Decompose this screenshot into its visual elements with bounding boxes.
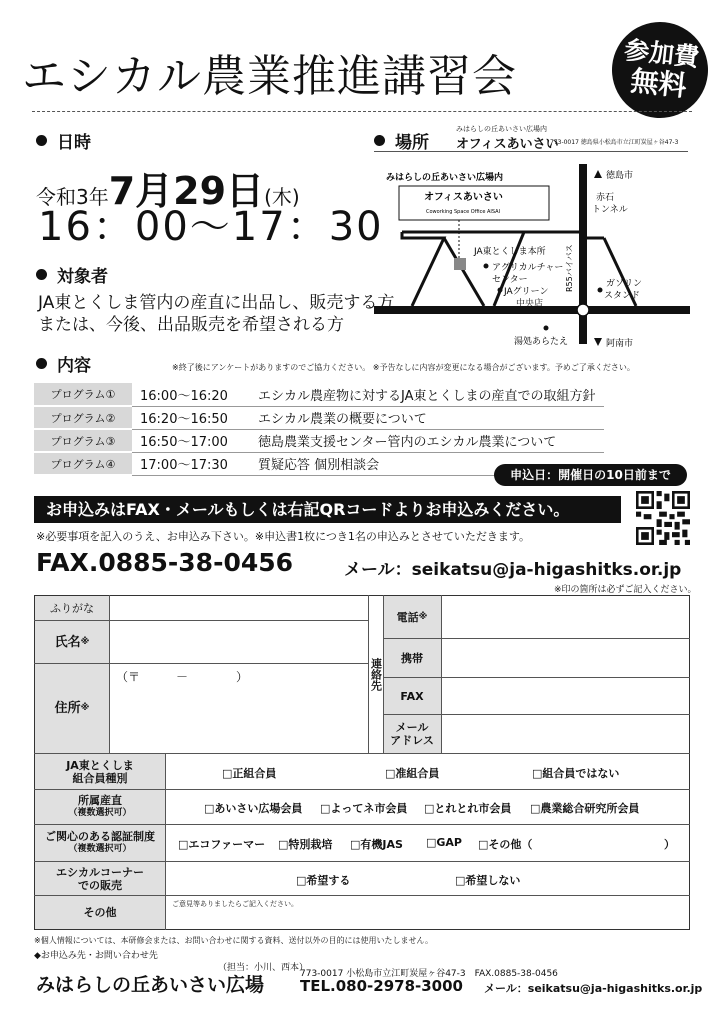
- mail-address: メール：seikatsu@ja-higashitks.or.jp: [344, 560, 682, 580]
- map-green-2: 中央店: [516, 299, 544, 309]
- program-label: プログラム③: [34, 429, 132, 452]
- place-heading: 場所: [374, 128, 429, 153]
- event-date: 令和3年7月29日(木): [36, 169, 300, 213]
- name-input[interactable]: [110, 621, 368, 663]
- fax-input[interactable]: [442, 678, 690, 714]
- contact-heading: ◆お申込み先・お問い合わせ先: [34, 951, 158, 961]
- fax-label: FAX: [400, 689, 424, 703]
- fax-number: FAX.0885-38-0456: [36, 548, 294, 577]
- target-text: JA東とくしま管内の産直に出品し、販売する方または、今後、出品販売を希望される方: [38, 293, 395, 335]
- corner-option-no[interactable]: □希望しない: [455, 874, 521, 887]
- privacy-note: ※個人情報については、本研修会または、お問い合わせに関する資料、送付以外の目的には使用いたしません。: [34, 936, 434, 945]
- apply-banner: お申込みはFAX・メールもしくは右記QRコードよりお申込みください。: [34, 496, 621, 523]
- program-title: エシカル農産物に対するJA東とくしまの産直での取組方針: [250, 383, 604, 406]
- map-akaishi-1: 赤石: [596, 193, 615, 203]
- mobile-label: 携帯: [401, 651, 423, 665]
- road-left: [402, 232, 444, 306]
- org-name: みはらしの丘あいさい広場: [36, 974, 265, 996]
- date-heading: 日時: [36, 128, 91, 153]
- store-option-toretore[interactable]: □とれとれ市会員: [424, 802, 512, 815]
- program-time: 16:50〜17:00: [132, 429, 250, 452]
- store-label: 所属産直 （複数選択可）: [68, 794, 132, 818]
- cert-label: ご関心のある認証制度 （複数選択可）: [45, 830, 155, 854]
- program-title: 質疑応答 個別相談会: [250, 452, 604, 475]
- target-heading: 対象者: [36, 262, 108, 287]
- cert-option-eco[interactable]: □エコファーマー: [178, 838, 266, 851]
- badge-line2: 無料: [629, 64, 689, 103]
- org-mail: メール：seikatsu@ja-higashitks.or.jp: [484, 982, 703, 995]
- program-label: プログラム④: [34, 452, 132, 475]
- free-badge: [607, 17, 713, 123]
- org-tel: TEL.080-2978-3000: [300, 977, 463, 995]
- other-label: その他: [83, 906, 117, 919]
- map-building-label: オフィスあいさい: [424, 192, 503, 203]
- grid-line: [165, 753, 166, 930]
- apply-note: ※必要事項を記入のうえ、お申込み下さい。※申込書1枚につき1名の申込みとさせていただきます。: [36, 530, 530, 543]
- qr-code-icon[interactable]: [636, 491, 690, 545]
- place-underline: [374, 151, 688, 152]
- org-address: 773-0017 小松島市立江町炭屋ヶ谷47-3 FAX.0885-38-0456: [300, 969, 558, 979]
- cert-option-close: ）: [664, 838, 675, 851]
- map-agri-1: アグリカルチャー: [492, 263, 564, 273]
- cert-option-gap[interactable]: □GAP: [426, 836, 462, 849]
- program-table: [34, 383, 604, 476]
- corner-option-yes[interactable]: □希望する: [296, 874, 351, 887]
- furigana-label: ふりがな: [50, 601, 94, 615]
- south-arrow-icon: [594, 338, 602, 346]
- contact-charge: （担当：小川、西本）: [218, 963, 309, 973]
- contact-label: 連絡先: [369, 658, 383, 691]
- building-marker: [454, 258, 466, 270]
- map-gas-2: スタンド: [604, 291, 641, 301]
- poi-dot: [498, 288, 503, 293]
- north-arrow-icon: [594, 170, 602, 178]
- poi-dot: [544, 326, 549, 331]
- program-time: 17:00〜17:30: [132, 452, 250, 475]
- program-row: [34, 429, 604, 452]
- bullet-icon: [36, 269, 47, 280]
- corner-label: エシカルコーナー での販売: [56, 865, 144, 892]
- other-input[interactable]: [166, 909, 690, 929]
- map-building-sub: Coworking Space Office AISAI: [426, 209, 501, 215]
- divider: [32, 111, 692, 112]
- poi-dot: [484, 264, 489, 269]
- member-option-none[interactable]: □組合員ではない: [532, 767, 620, 780]
- furigana-input[interactable]: [110, 596, 368, 620]
- event-time: 16：00〜17：30: [38, 204, 384, 250]
- map-green-1: JAグリーン: [504, 287, 549, 297]
- cert-option-special[interactable]: □特別栽培: [278, 838, 333, 851]
- other-hint: ご意見等ありましたらご記入ください。: [172, 900, 298, 908]
- mail-label: メール アドレス: [390, 721, 434, 747]
- cert-option-jas[interactable]: □有機JAS: [350, 838, 403, 851]
- map-bypass: R55バイパス: [565, 244, 574, 292]
- program-time: 16:20〜16:50: [132, 406, 250, 429]
- program-label: プログラム②: [34, 406, 132, 429]
- address-label: 住所 ※: [54, 701, 90, 716]
- bullet-icon: [374, 135, 385, 146]
- program-label: プログラム①: [34, 383, 132, 406]
- map-akaishi-2: トンネル: [592, 205, 628, 215]
- store-option-nouken[interactable]: □農業総合研究所会員: [530, 802, 640, 815]
- mail-input[interactable]: [442, 715, 690, 753]
- tel-label: 電話 ※: [396, 610, 428, 624]
- map-anan: 阿南市: [606, 339, 634, 349]
- mobile-input[interactable]: [442, 639, 690, 677]
- deadline-badge: 申込日：開催日の10日前まで: [494, 464, 687, 486]
- program-title: 徳島農業支援センター管内のエシカル農業について: [250, 429, 604, 452]
- access-map: [374, 158, 690, 354]
- program-row: [34, 406, 604, 429]
- map-ja-honten: JA東とくしま本所: [474, 247, 546, 257]
- store-option-yottene[interactable]: □よってネ市会員: [320, 802, 408, 815]
- badge-line1: 参加費: [622, 35, 701, 72]
- member-option-associate[interactable]: □准組合員: [385, 767, 440, 780]
- program-title: エシカル農業の概要について: [250, 406, 604, 429]
- content-heading: 内容: [36, 351, 91, 376]
- member-option-regular[interactable]: □正組合員: [222, 767, 277, 780]
- junction-icon: [577, 304, 589, 316]
- poi-dot: [598, 288, 603, 293]
- place-name: オフィスあいさい: [456, 137, 559, 152]
- tel-input[interactable]: [442, 596, 690, 638]
- map-area-label: みはらしの丘あいさい広場内: [386, 173, 504, 183]
- content-note: ※終了後にアンケートがありますのでご協力ください。 ※予告なしに内容が変更になる場合がございます。予めご了承ください。: [172, 363, 635, 372]
- map-gas-1: ガソリン: [606, 279, 643, 289]
- map-yudokoro: 湯処あらたえ: [514, 337, 569, 347]
- program-time: 16:00〜16:20: [132, 383, 250, 406]
- store-option-aisai[interactable]: □あいさい広場会員: [204, 802, 303, 815]
- page-title: エシカル農業推進講習会: [22, 51, 517, 102]
- map-agri-2: センター: [492, 275, 528, 285]
- map-tokushima: 徳島市: [606, 171, 634, 181]
- cert-option-other[interactable]: □その他（: [478, 838, 533, 851]
- name-label: 氏名 ※: [54, 634, 90, 650]
- place-address: 773-0017 徳島県小松島市立江町炭屋ヶ谷47-3: [550, 139, 679, 146]
- place-sub: みはらしの丘あいさい広場内: [456, 125, 547, 133]
- bypass-road: [579, 164, 587, 344]
- bullet-icon: [36, 358, 47, 369]
- zip-field[interactable]: （〒 － ）: [116, 670, 249, 684]
- program-row: [34, 383, 604, 406]
- member-type-label: JA東とくしま 組合員種別: [66, 758, 134, 785]
- bullet-icon: [36, 135, 47, 146]
- required-note: ※印の箇所は必ずご記入ください。: [554, 585, 697, 595]
